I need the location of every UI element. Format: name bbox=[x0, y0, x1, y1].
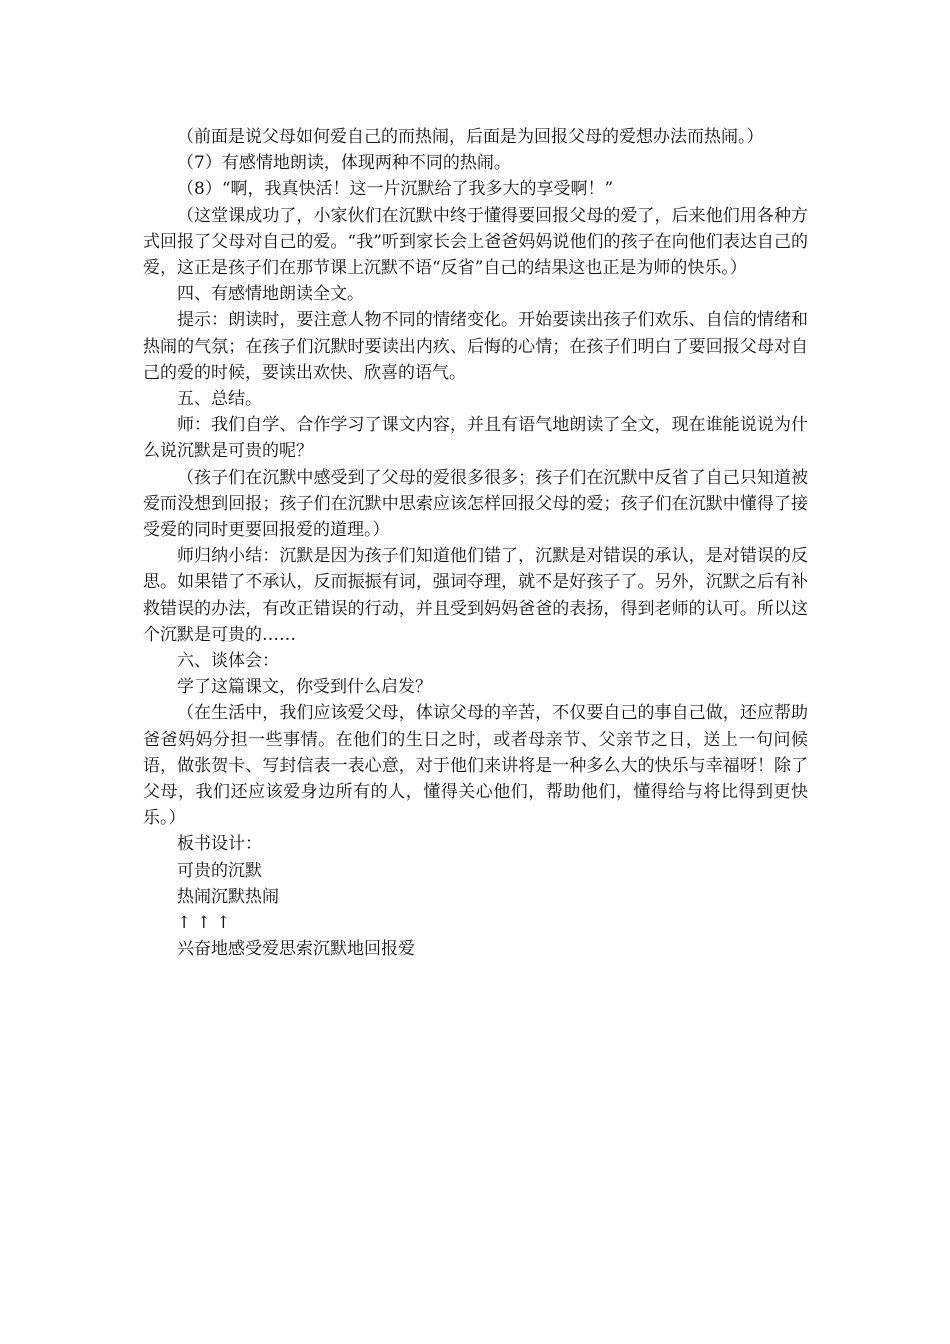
board-arrows: ↑ ↑ ↑ bbox=[177, 913, 231, 934]
board-line-1: 热闹沉默热闹 bbox=[177, 886, 279, 907]
paragraph-1: （前面是说父母如何爱自己的而热闹，后面是为回报父母的爱想办法而热闹。） bbox=[177, 127, 764, 147]
paragraph-answer: （孩子们在沉默中感受到了父母的爱很多很多；孩子们在沉默中反省了自己只知道被爱而没想到回报；孩子们在沉默中思索应该怎样回报父母的爱；孩子们在沉默中懂得了接受爱的同时更要回报爱的道理。） bbox=[143, 467, 808, 541]
heading-read-aloud: 四、有感情地朗读全文。 bbox=[177, 284, 364, 305]
heading-reflection: 六、谈体会： bbox=[177, 651, 279, 672]
paragraph-teacher-question: 师：我们自学、合作学习了课文内容，并且有语气地朗读了全文，现在谁能说说为什么说沉默是可贵的呢？ bbox=[143, 415, 808, 462]
document-page bbox=[143, 124, 808, 963]
paragraph-2: （7）有感情地朗读，体现两种不同的热闹。 bbox=[177, 153, 511, 174]
board-line-2: 兴奋地感受爱思索沉默地回报爱 bbox=[177, 939, 415, 960]
paragraph-3: （8）“啊，我真快活！这一片沉默给了我多大的享受啊！” bbox=[177, 179, 614, 200]
paragraph-reflection-question: 学了这篇课文，你受到什么启发？ bbox=[177, 677, 432, 698]
paragraph-reflection-answer: （在生活中，我们应该爱父母，体谅父母的辛苦，不仅要自己的事自己做，还应帮助爸爸妈妈分担一些事情。在他们的生日之时，或者母亲节、父亲节之日，送上一句问候语，做张贺卡、写封信表一表心意，对于他们来讲将是一种多么大的快乐与幸福呀！除了父母，我们还应该爱身边所有的人，懂得关心他们，帮助他们，懂得给与将比得到更快乐。） bbox=[143, 703, 808, 829]
paragraph-teacher-summary: 师归纳小结：沉默是因为孩子们知道他们错了，沉默是对错误的承认，是对错误的反思。如果错了不承认，反而振振有词，强词夺理，就不是好孩子了。另外，沉默之后有补救错误的办法，有改正错误的行动，并且受到妈妈爸爸的表扬，得到老师的认可。所以这个沉默是可贵的…… bbox=[143, 546, 808, 645]
paragraph-tip: 提示：朗读时，要注意人物不同的情绪变化。开始要读出孩子们欢乐、自信的情绪和热闹的气氛；在孩子们沉默时要读出内疚、后悔的心情；在孩子们明白了要回报父母对自己的爱的时候，要读出欢快、欣喜的语气。 bbox=[143, 310, 808, 383]
paragraph-4: （这堂课成功了，小家伙们在沉默中终于懂得要回报父母的爱了，后来他们用各种方式回报了父母对自己的爱。“我”听到家长会上爸爸妈妈说他们的孩子在向他们表达自己的爱，这正是孩子们在那节课上沉默不语“反省”自己的结果这也正是为师的快乐。） bbox=[143, 205, 808, 279]
board-title: 可贵的沉默 bbox=[177, 860, 262, 881]
heading-board-design: 板书设计： bbox=[177, 834, 262, 855]
heading-summary: 五、总结。 bbox=[177, 389, 262, 410]
